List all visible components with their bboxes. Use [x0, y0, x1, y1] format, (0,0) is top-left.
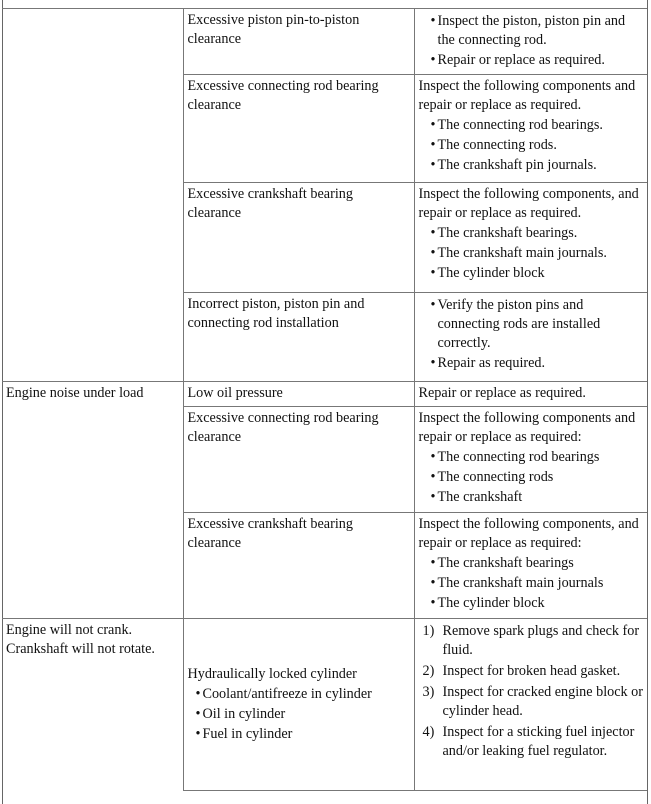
condition-text: Engine noise under load — [6, 385, 144, 401]
cause-cell — [183, 513, 414, 619]
cause-text: Excessive crankshaft bearing clearance — [187, 186, 353, 221]
table-row — [2, 619, 647, 791]
cause-text: Excessive connecting rod bearing clearance — [187, 410, 379, 445]
diagnosis-table — [2, 8, 647, 791]
action-bullet: • Repair or replace as required. — [430, 52, 605, 68]
action-step: 1) Remove spark plugs and check for fluid. — [422, 623, 640, 658]
cause-cell — [183, 9, 414, 75]
cause-bullet: • Fuel in cylinder — [195, 725, 293, 742]
cause-bullet: • Coolant/antifreeze in cylinder — [195, 685, 372, 702]
page-right-rule — [647, 0, 648, 804]
action-intro: Inspect the following components and repair or replace as required: — [418, 410, 636, 445]
action-cell — [414, 293, 647, 382]
action-step: 3) Inspect for cracked engine block or cylinder head. — [422, 684, 644, 719]
cause-cell — [183, 75, 414, 183]
action-bullet: • The crankshaft main journals. — [430, 245, 607, 261]
action-intro: Repair or replace as required. — [418, 385, 586, 401]
condition-cell — [2, 382, 183, 619]
action-cell — [414, 619, 647, 791]
action-cell — [414, 407, 647, 513]
action-bullet: • The cylinder block — [430, 595, 545, 611]
action-cell — [414, 513, 647, 619]
action-cell — [414, 9, 647, 75]
action-step: 2) Inspect for broken head gasket. — [422, 663, 621, 679]
action-cell — [414, 382, 647, 407]
action-bullet: • The cylinder block — [430, 265, 545, 281]
cause-cell — [183, 382, 414, 407]
action-bullet: • Inspect the piston, piston pin and the connecting rod. — [430, 13, 626, 48]
action-bullet: • The connecting rod bearings — [430, 449, 600, 465]
action-intro: Inspect the following components and repair or replace as required. — [418, 78, 636, 113]
action-bullet: • Repair as required. — [430, 355, 546, 371]
cause-text: Hydraulically locked cylinder — [187, 665, 357, 682]
action-intro: Inspect the following components, and repair or replace as required. — [418, 186, 639, 221]
cause-text: Low oil pressure — [187, 385, 283, 401]
action-cell — [414, 183, 647, 293]
action-bullet: • The crankshaft — [430, 489, 523, 505]
cause-cell — [183, 619, 414, 791]
action-step: 4) Inspect for a sticking fuel injector and/or leaking fuel regulator. — [422, 724, 635, 759]
condition-cell — [2, 619, 183, 791]
action-bullet: • The crankshaft pin journals. — [430, 157, 597, 173]
action-bullet: • Verify the piston pins and connecting rods are installed correctly. — [430, 297, 601, 351]
cause-cell — [183, 293, 414, 382]
table-row — [2, 382, 647, 407]
action-cell — [414, 75, 647, 183]
action-bullet: • The crankshaft bearings. — [430, 225, 578, 241]
action-bullet: • The connecting rod bearings. — [430, 117, 603, 133]
cause-text: Excessive crankshaft bearing clearance — [187, 516, 353, 551]
cause-text: Excessive connecting rod bearing clearance — [187, 78, 379, 113]
condition-text: Engine will not crank. Crankshaft will not rotate. — [6, 622, 155, 657]
cause-bullet: • Oil in cylinder — [195, 705, 286, 722]
action-bullet: • The connecting rods. — [430, 137, 557, 153]
action-bullet: • The crankshaft main journals — [430, 575, 604, 591]
cause-text: Incorrect piston, piston pin and connecting rod installation — [187, 296, 365, 331]
cause-cell — [183, 183, 414, 293]
action-bullet: • The crankshaft bearings — [430, 555, 574, 571]
cause-cell — [183, 407, 414, 513]
action-intro: Inspect the following components, and repair or replace as required: — [418, 516, 639, 551]
cause-text: Excessive piston pin-to-piston clearance — [187, 12, 360, 47]
table-row — [2, 9, 647, 75]
condition-cell — [2, 9, 183, 382]
action-bullet: • The connecting rods — [430, 469, 554, 485]
